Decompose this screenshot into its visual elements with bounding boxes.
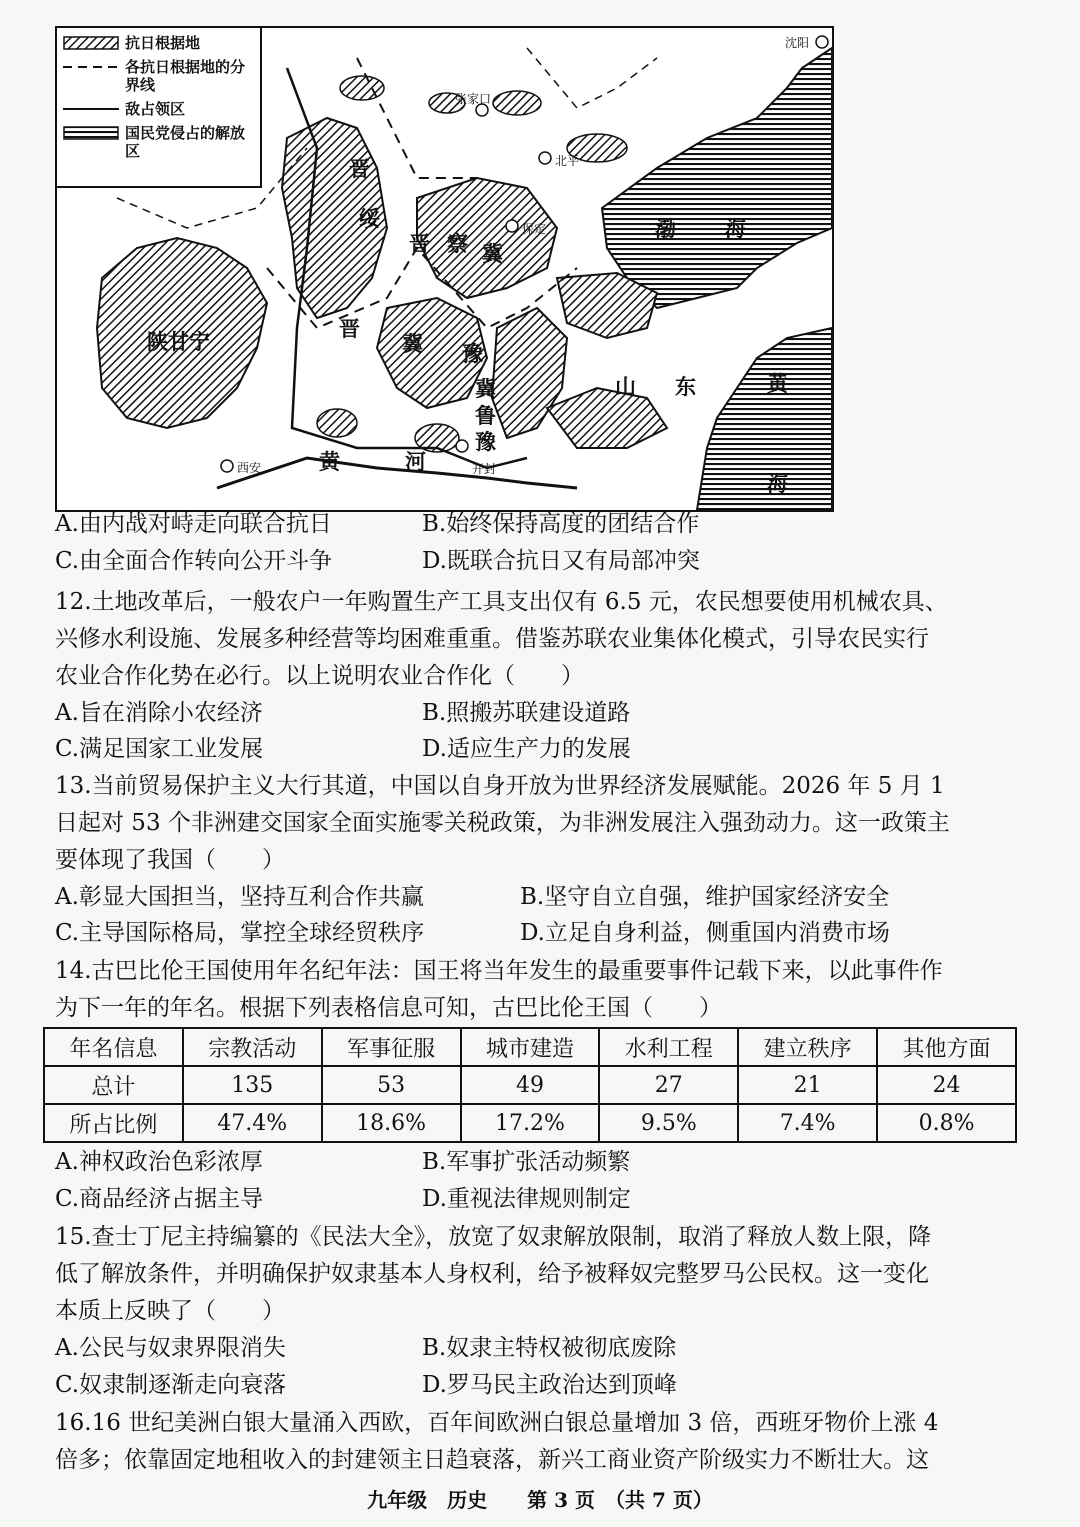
q15-option-b[interactable]: B.奴隶主特权被彻底废除 — [422, 1335, 677, 1361]
q15-stem-line: 15.查士丁尼主持编纂的《民法大全》，放宽了奴隶解放限制，取消了释放人数上限，降 — [55, 1224, 932, 1250]
base-patch — [317, 409, 357, 437]
q12-stem-line: 农业合作化势在必行。以上说明农业合作化（ ） — [55, 663, 584, 689]
legend-text: 各抗日根据地的分界线 — [125, 58, 246, 94]
q14-option-d[interactable]: D.重视法律规则制定 — [422, 1186, 631, 1212]
solid-line-icon — [63, 102, 119, 116]
base-patch — [340, 76, 384, 100]
q13-stem-line: 13.当前贸易保护主义大行其道，中国以自身开放为世界经济发展赋能。2026 年 5 月 1 — [55, 773, 945, 799]
q14-stem-line: 14.古巴比伦王国使用年名纪年法：国王将当年发生的最重要事件记载下来，以此事件作 — [55, 958, 943, 984]
table-header-cell: 建立秩序 — [738, 1028, 877, 1066]
city-label: 开封 — [472, 462, 497, 476]
city-marker — [506, 220, 518, 232]
shandong-base-south — [547, 388, 667, 448]
base-patch — [493, 91, 541, 115]
region-label: 河 — [405, 449, 426, 474]
table-cell: 所占比例 — [44, 1104, 183, 1142]
region-label: 陕甘宁 — [147, 329, 210, 354]
city-label: 北平 — [555, 154, 580, 168]
history-map — [55, 26, 834, 512]
region-label: 鲁 — [475, 403, 496, 428]
table-header-cell: 军事征服 — [322, 1028, 461, 1066]
city-marker — [221, 460, 233, 472]
legend-item — [63, 100, 254, 118]
horizontal-hatch-icon — [63, 126, 119, 140]
region-label: 绥 — [359, 206, 380, 231]
city-marker — [816, 36, 828, 48]
q12-option-b[interactable]: B.照搬苏联建设道路 — [422, 700, 631, 726]
city-marker — [456, 440, 468, 452]
table-header-cell: 宗教活动 — [183, 1028, 322, 1066]
q11-option-b[interactable]: B.始终保持高度的团结合作 — [422, 511, 700, 537]
table-header-cell: 其他方面 — [877, 1028, 1016, 1066]
year-name-table — [43, 1027, 1017, 1143]
table-cell: 49 — [461, 1066, 600, 1104]
table-cell: 9.5% — [599, 1104, 738, 1142]
region-label: 黄 — [767, 371, 788, 396]
q11-option-a[interactable]: A.由内战对峙走向联合抗日 — [55, 511, 332, 537]
table-cell: 135 — [183, 1066, 322, 1104]
table-cell: 总计 — [44, 1066, 183, 1104]
q12-option-d[interactable]: D.适应生产力的发展 — [422, 736, 631, 762]
q15-option-d[interactable]: D.罗马民主政治达到顶峰 — [422, 1372, 677, 1398]
base-boundary — [357, 58, 477, 178]
q12-stem-line: 兴修水利设施、发展多种经营等均困难重重。借鉴苏联农业集体化模式，引导农民实行 — [55, 626, 929, 652]
region-label: 黄 — [319, 449, 340, 474]
q13-option-c[interactable]: C.主导国际格局，掌控全球经贸秩序 — [55, 920, 425, 946]
region-label: 晋 — [409, 231, 430, 256]
table-cell: 17.2% — [461, 1104, 600, 1142]
legend-text: 敌占领区 — [125, 100, 186, 118]
q14-option-b[interactable]: B.军事扩张活动频繁 — [422, 1149, 631, 1175]
page-footer: 九年级 历史 第 3 页 （共 7 页） — [367, 1488, 713, 1512]
q13-option-b[interactable]: B.坚守自立自强，维护国家经济安全 — [520, 884, 890, 910]
q12-option-a[interactable]: A.旨在消除小农经济 — [55, 700, 263, 726]
q11-option-d[interactable]: D.既联合抗日又有局部冲突 — [422, 548, 700, 574]
table-header-row — [44, 1028, 1016, 1066]
q16-stem-line: 16.16 世纪美洲白银大量涌入西欧，百年间欧洲白银总量增加 3 倍，西班牙物价上涨 4 — [55, 1410, 939, 1436]
q14-option-c[interactable]: C.商品经济占据主导 — [55, 1186, 264, 1212]
region-label: 海 — [767, 471, 788, 496]
table-header-cell: 城市建造 — [461, 1028, 600, 1066]
table-cell: 21 — [738, 1066, 877, 1104]
base-boundary — [527, 48, 657, 108]
city-label: 张家口 — [455, 92, 492, 106]
region-label: 山 — [615, 374, 636, 399]
table-header-cell: 年名信息 — [44, 1028, 183, 1066]
table-row — [44, 1104, 1016, 1142]
table-header-cell: 水利工程 — [599, 1028, 738, 1066]
city-label: 西安 — [237, 461, 262, 475]
q13-stem-line: 日起对 53 个非洲建交国家全面实施零关税政策，为非洲发展注入强劲动力。这一政策主 — [55, 810, 950, 836]
q14-option-a[interactable]: A.神权政治色彩浓厚 — [55, 1149, 263, 1175]
legend-item — [63, 34, 254, 52]
city-label: 保定 — [522, 222, 547, 236]
q15-option-c[interactable]: C.奴隶制逐渐走向衰落 — [55, 1372, 287, 1398]
region-label: 冀 — [402, 331, 423, 356]
region-label: 东 — [675, 374, 696, 399]
region-label: 海 — [725, 216, 746, 241]
q13-option-a[interactable]: A.彰显大国担当，坚持互利合作共赢 — [55, 884, 424, 910]
q11-option-c[interactable]: C.由全面合作转向公开斗争 — [55, 548, 333, 574]
city-label: 沈阳 — [785, 36, 810, 50]
table-cell: 0.8% — [877, 1104, 1016, 1142]
legend-item — [63, 124, 254, 160]
table-row — [44, 1066, 1016, 1104]
region-label: 冀 — [482, 241, 503, 266]
table-cell: 27 — [599, 1066, 738, 1104]
yellow-sea — [697, 328, 832, 510]
table-cell: 24 — [877, 1066, 1016, 1104]
yellow-river — [217, 458, 577, 488]
map-legend — [57, 28, 262, 188]
city-marker — [539, 152, 551, 164]
q15-stem-line: 本质上反映了（ ） — [55, 1298, 285, 1324]
region-label: 晋 — [349, 156, 370, 181]
q16-stem-line: 倍多；依靠固定地租收入的封建领主日趋衰落，新兴工商业资产阶级实力不断壮大。这 — [55, 1447, 929, 1473]
region-label: 豫 — [475, 429, 496, 454]
dashed-line-icon — [63, 60, 119, 74]
q13-option-d[interactable]: D.立足自身利益，侧重国内消费市场 — [520, 920, 890, 946]
q12-option-c[interactable]: C.满足国家工业发展 — [55, 736, 264, 762]
bohai-sea — [602, 48, 832, 308]
table-cell: 18.6% — [322, 1104, 461, 1142]
q15-stem-line: 低了解放条件，并明确保护奴隶基本人身权利，给予被释奴完整罗马公民权。这一变化 — [55, 1261, 929, 1287]
region-label: 察 — [447, 231, 468, 256]
legend-text: 国民党侵占的解放区 — [125, 124, 246, 160]
table-cell: 53 — [322, 1066, 461, 1104]
q15-option-a[interactable]: A.公民与奴隶界限消失 — [55, 1335, 286, 1361]
q13-stem-line: 要体现了我国（ ） — [55, 847, 285, 873]
region-label: 豫 — [462, 341, 483, 366]
region-label: 渤 — [655, 216, 676, 241]
hatched-swatch-icon — [63, 36, 119, 50]
legend-text: 抗日根据地 — [125, 34, 201, 52]
table-cell: 47.4% — [183, 1104, 322, 1142]
region-label: 晋 — [339, 316, 360, 341]
region-label: 冀 — [475, 376, 496, 401]
q12-stem-line: 12.土地改革后，一般农户一年购置生产工具支出仅有 6.5 元，农民想要使用机械农具、 — [55, 589, 948, 615]
q14-stem-line: 为下一年的年名。根据下列表格信息可知，古巴比伦王国（ ） — [55, 995, 722, 1021]
table-cell: 7.4% — [738, 1104, 877, 1142]
legend-item — [63, 58, 254, 94]
